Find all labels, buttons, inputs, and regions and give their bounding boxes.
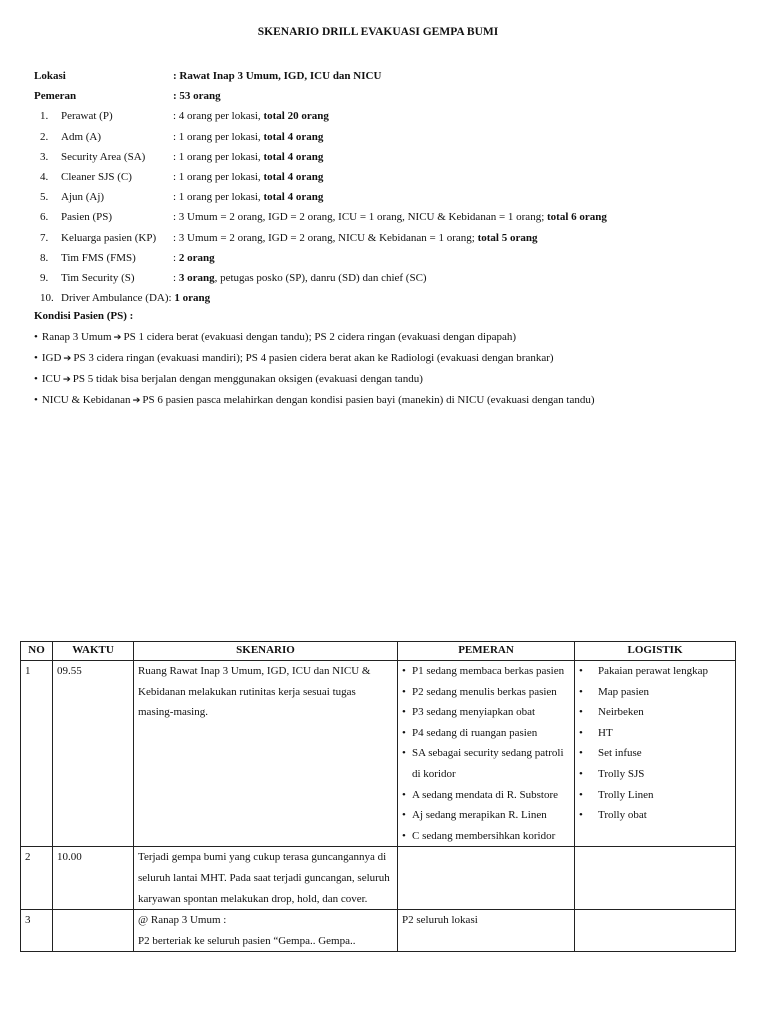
table-row <box>21 847 736 910</box>
role-label <box>40 207 112 227</box>
row3-skenario <box>134 910 398 952</box>
kondisi-item <box>34 390 754 411</box>
role-row <box>34 248 734 268</box>
pemeran-row <box>34 86 734 106</box>
list-item <box>579 743 731 764</box>
role-row <box>34 127 734 147</box>
list-item-text: P3 sedang menyiapkan obat <box>412 706 536 719</box>
list-item <box>402 682 570 703</box>
role-name: Pasien (PS) <box>61 211 113 224</box>
list-item <box>579 785 731 806</box>
row3-skenario-line2: P2 berteriak ke seluruh pasien “Gempa.. Gempa.. <box>138 934 356 947</box>
list-item <box>579 661 731 682</box>
bullet-icon: • <box>402 829 406 842</box>
role-label <box>40 268 135 288</box>
role-total: total 5 orang <box>477 231 538 244</box>
role-total: 3 orang <box>178 271 215 284</box>
role-total: 1 orang <box>174 292 211 305</box>
role-label <box>40 147 145 167</box>
list-item <box>402 785 570 806</box>
row3-pemeran: P2 seluruh lokasi <box>398 910 575 952</box>
lokasi-value: : Rawat Inap 3 Umum, IGD, ICU dan NICU <box>173 70 382 82</box>
document-title: SKENARIO DRILL EVAKUASI GEMPA BUMI <box>257 26 499 38</box>
role-number: 6. <box>40 211 49 224</box>
role-number: 10. <box>40 292 54 305</box>
role-name: Tim FMS (FMS) <box>61 251 136 264</box>
bullet-icon: • <box>34 394 38 406</box>
list-item <box>579 702 731 723</box>
role-value-text: : 3 Umum = 2 orang, IGD = 2 orang, NICU & Kebidanan = 1 orang; <box>173 231 478 244</box>
list-item-text: SA sebagai security sedang patroli di koridor <box>412 747 564 780</box>
row2-waktu: 10.00 <box>53 847 134 910</box>
role-row <box>34 268 734 288</box>
role-value-text: : 1 orang per lokasi, <box>173 150 264 163</box>
kondisi-item <box>34 348 754 369</box>
role-value <box>173 248 215 268</box>
kondisi-item <box>34 327 754 348</box>
row1-logistik <box>575 661 736 847</box>
pemeran-value: : 53 orang <box>173 90 221 103</box>
kondisi-location: NICU & Kebidanan <box>41 394 131 406</box>
role-name: Cleaner SJS (C) <box>61 170 132 183</box>
lokasi-label: Lokasi <box>34 70 66 82</box>
list-item <box>402 702 570 723</box>
role-value <box>173 228 537 248</box>
role-name: Adm (A) <box>61 130 102 143</box>
info-section <box>34 66 734 308</box>
row1-no: 1 <box>21 661 53 847</box>
role-number: 2. <box>40 130 49 143</box>
list-item <box>579 723 731 744</box>
bullet-icon: • <box>579 665 583 677</box>
kondisi-item <box>34 369 754 390</box>
role-value <box>173 268 427 288</box>
header-skenario: SKENARIO <box>134 642 398 661</box>
bullet-icon: • <box>579 788 583 801</box>
role-name: Security Area (SA) <box>61 150 146 163</box>
row2-logistik <box>575 847 736 910</box>
role-number: 5. <box>40 191 49 204</box>
arrow-right-icon: ➔ <box>113 332 122 343</box>
row1-pemeran <box>398 661 575 847</box>
role-value <box>173 127 323 147</box>
role-number: 8. <box>40 251 49 264</box>
role-total: total 4 orang <box>263 170 324 183</box>
role-name: Ajun (Aj) <box>61 191 105 204</box>
role-value <box>173 167 323 187</box>
list-item <box>402 661 570 682</box>
role-name: Keluarga pasien (KP) <box>61 231 157 244</box>
role-row <box>34 207 734 227</box>
roles-list <box>34 106 734 308</box>
role-value <box>173 187 323 207</box>
row3-logistik <box>575 910 736 952</box>
role-value-suffix: , petugas posko (SP), danru (SD) dan chief (SC) <box>214 271 427 284</box>
scenario-table <box>20 641 736 952</box>
bullet-icon: • <box>579 747 583 760</box>
role-total: total 6 orang <box>547 211 607 224</box>
list-item-text: P1 sedang membaca berkas pasien <box>412 665 565 677</box>
table-row <box>21 910 736 952</box>
role-value-text: : <box>173 251 179 264</box>
role-row <box>34 187 734 207</box>
bullet-icon: • <box>34 352 38 364</box>
header-no: NO <box>21 642 53 661</box>
role-total: total 4 orang <box>263 130 324 143</box>
row2-pemeran <box>398 847 575 910</box>
row2-no: 2 <box>21 847 53 910</box>
role-value <box>173 147 323 167</box>
list-item-text: Set infuse <box>598 747 642 760</box>
role-value-text: : 1 orang per lokasi, <box>173 191 264 204</box>
role-number: 9. <box>40 271 49 284</box>
pemeran-label: Pemeran <box>34 90 77 103</box>
role-label <box>40 228 156 248</box>
role-label <box>40 187 104 207</box>
bullet-icon: • <box>579 685 583 698</box>
role-value-text: : 3 Umum = 2 orang, IGD = 2 orang, ICU = 1 orang, NICU & Kebidanan = 1 orang; <box>173 211 547 224</box>
role-number: 4. <box>40 170 49 183</box>
row3-no: 3 <box>21 910 53 952</box>
header-pemeran: PEMERAN <box>398 642 575 661</box>
bullet-icon: • <box>579 726 583 739</box>
bullet-icon: • <box>579 809 583 822</box>
role-row <box>34 167 734 187</box>
kondisi-description: PS 6 pasien pasca melahirkan dengan kondisi pasien bayi (manekin) di NICU (evakuasi dengan tandu) <box>142 394 595 406</box>
role-total: total 4 orang <box>263 191 324 204</box>
list-item-text: Aj sedang merapikan R. Linen <box>412 809 547 822</box>
role-name: Perawat (P) <box>61 110 113 123</box>
arrow-right-icon: ➔ <box>62 374 71 385</box>
list-item-text: Trolly Linen <box>598 788 654 801</box>
kondisi-description: PS 1 cidera berat (evakuasi dengan tandu); PS 2 cidera ringan (evakuasi dengan dipapah) <box>123 331 517 343</box>
list-item-text: Neirbeken <box>598 706 644 719</box>
list-item-text: Pakaian perawat lengkap <box>598 665 708 677</box>
kondisi-location: IGD <box>41 352 62 364</box>
kondisi-heading: Kondisi Pasien (PS) : <box>34 310 134 322</box>
list-item <box>402 826 570 847</box>
role-name: Tim Security (S) <box>61 271 135 284</box>
kondisi-list <box>34 327 754 411</box>
arrow-right-icon: ➔ <box>63 353 72 364</box>
role-row <box>34 147 734 167</box>
bullet-icon: • <box>402 747 406 760</box>
role-number: 1. <box>40 110 49 123</box>
list-item-text: Trolly obat <box>598 809 647 822</box>
list-item-text: C sedang membersihkan koridor <box>412 829 556 842</box>
role-label <box>40 106 113 126</box>
list-item <box>579 764 731 785</box>
row3-waktu <box>53 910 134 952</box>
bullet-icon: • <box>402 665 406 677</box>
role-label <box>40 248 136 268</box>
lokasi-row <box>34 66 734 86</box>
header-logistik: LOGISTIK <box>575 642 736 661</box>
header-waktu: WAKTU <box>53 642 134 661</box>
list-item <box>579 682 731 703</box>
role-value-text: : <box>173 271 179 284</box>
kondisi-description: PS 3 cidera ringan (evakuasi mandiri); PS 4 pasien cidera berat akan ke Radiologi (evakuasi dengan brankar) <box>73 352 554 364</box>
kondisi-description: PS 5 tidak bisa berjalan dengan menggunakan oksigen (evakuasi dengan tandu) <box>72 373 423 385</box>
list-item-text: P2 sedang menulis berkas pasien <box>412 685 557 698</box>
bullet-icon: • <box>402 706 406 719</box>
bullet-icon: • <box>402 685 406 698</box>
bullet-icon: • <box>402 809 406 822</box>
list-item-text: P4 sedang di ruangan pasien <box>412 726 538 739</box>
role-total: total 20 orang <box>263 110 329 123</box>
list-item <box>579 805 731 826</box>
role-row <box>34 106 734 126</box>
list-item-text: A sedang mendata di R. Substore <box>412 788 559 801</box>
bullet-icon: • <box>579 767 583 780</box>
list-item <box>402 743 570 784</box>
list-item <box>402 723 570 744</box>
bullet-icon: • <box>34 331 38 343</box>
row3-skenario-line1: @ Ranap 3 Umum : <box>138 914 227 927</box>
bullet-icon: • <box>402 788 406 801</box>
role-total: 2 orang <box>178 251 215 264</box>
role-value <box>173 106 329 126</box>
row1-skenario: Ruang Rawat Inap 3 Umum, IGD, ICU dan NICU & Kebidanan melakukan rutinitas kerja sesuai tugas masing-masing. <box>134 661 398 847</box>
list-item-text: Trolly SJS <box>598 767 645 780</box>
table-header-row <box>21 642 736 661</box>
role-name: Driver Ambulance (DA): <box>61 292 175 305</box>
row1-waktu: 09.55 <box>53 661 134 847</box>
kondisi-location: Ranap 3 Umum <box>41 331 112 343</box>
role-label <box>40 127 101 147</box>
bullet-icon: • <box>34 373 38 385</box>
role-number: 3. <box>40 150 49 163</box>
role-value <box>173 207 607 227</box>
bullet-icon: • <box>579 706 583 719</box>
role-row <box>34 228 734 248</box>
bullet-icon: • <box>402 726 406 739</box>
kondisi-location: ICU <box>41 373 61 385</box>
role-number: 7. <box>40 231 49 244</box>
role-value-text: : 1 orang per lokasi, <box>173 170 264 183</box>
role-value-text: : 1 orang per lokasi, <box>173 130 264 143</box>
kondisi-section <box>34 306 754 411</box>
list-item-text: Map pasien <box>598 685 650 698</box>
list-item-text: HT <box>598 726 613 739</box>
role-label <box>40 167 132 187</box>
role-total: total 4 orang <box>263 150 324 163</box>
role-value-text: : 4 orang per lokasi, <box>173 110 264 123</box>
table-row <box>21 661 736 847</box>
arrow-right-icon: ➔ <box>132 395 141 406</box>
list-item <box>402 805 570 826</box>
row2-skenario: Terjadi gempa bumi yang cukup terasa guncangannya di seluruh lantai MHT. Pada saat terjadi guncangan, seluruh karyawan spontan melakukan drop, hold, dan cover. <box>134 847 398 910</box>
